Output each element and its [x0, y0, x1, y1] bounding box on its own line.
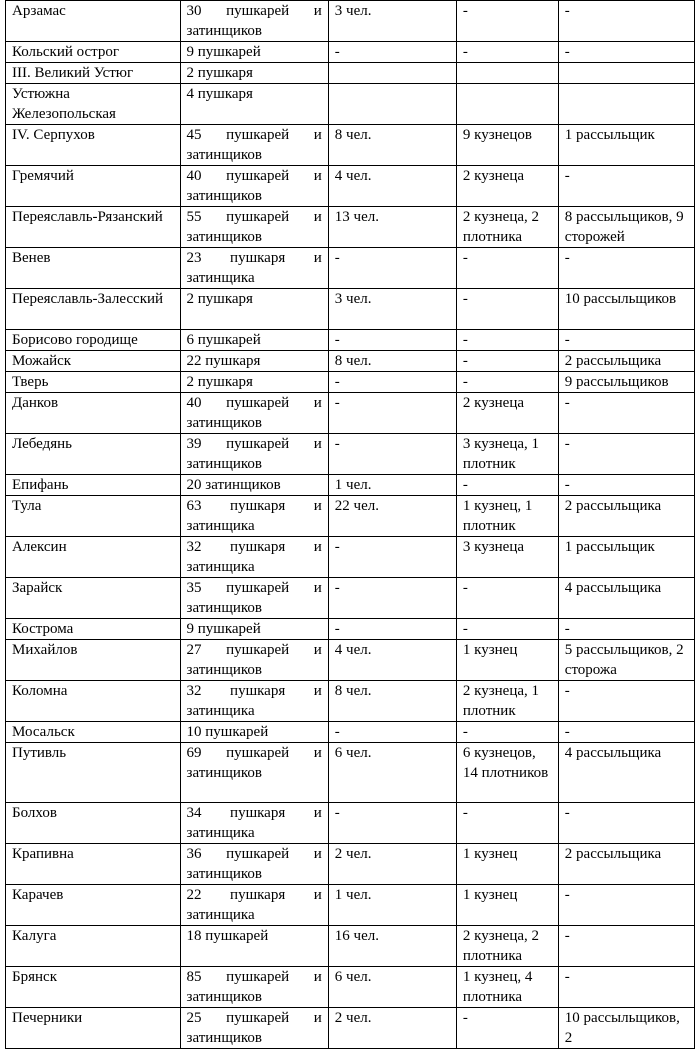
col4-cell: - — [456, 248, 558, 289]
gunners-cell: 4 пушкаря — [180, 84, 328, 125]
col5-cell: - — [558, 926, 694, 967]
table-row — [6, 330, 695, 351]
col4-cell — [456, 84, 558, 125]
city-cell: Калуга — [6, 926, 181, 967]
col4-cell: 3 кузнеца — [456, 537, 558, 578]
col4-cell: 2 кузнеца, 1 плотник — [456, 681, 558, 722]
city-cell: Зарайск — [6, 578, 181, 619]
col5-cell: 10 рассыльщиков, 2 — [558, 1008, 694, 1049]
col4-cell: 2 кузнеца — [456, 393, 558, 434]
col5-cell — [558, 63, 694, 84]
gunners-cell: 20 затинщиков — [180, 475, 328, 496]
col5-cell: - — [558, 619, 694, 640]
table-row — [6, 496, 695, 537]
col3-cell: - — [328, 803, 456, 844]
gunners-cell: 63 пушкаря и затинщика — [180, 496, 328, 537]
city-cell: Кострома — [6, 619, 181, 640]
gunners-cell: 69 пушкарей и затинщиков — [180, 743, 328, 803]
table-row — [6, 166, 695, 207]
col3-cell: - — [328, 393, 456, 434]
gunners-cell: 36 пушкарей и затинщиков — [180, 844, 328, 885]
col4-cell: - — [456, 351, 558, 372]
col3-cell: - — [328, 619, 456, 640]
col3-cell: 2 чел. — [328, 1008, 456, 1049]
city-cell: Устюжна Железопольская — [6, 84, 181, 125]
gunners-cell: 32 пушкаря и затинщика — [180, 681, 328, 722]
city-cell: Крапивна — [6, 844, 181, 885]
col4-cell: 1 кузнец — [456, 885, 558, 926]
col3-cell: - — [328, 42, 456, 63]
city-cell: Путивль — [6, 743, 181, 803]
col4-cell: - — [456, 372, 558, 393]
artillery-staff-table — [5, 0, 695, 1049]
table-row — [6, 926, 695, 967]
gunners-cell: 2 пушкаря — [180, 63, 328, 84]
col4-cell: - — [456, 289, 558, 330]
table-row — [6, 743, 695, 803]
col3-cell — [328, 84, 456, 125]
col4-cell: - — [456, 330, 558, 351]
gunners-cell: 30 пушкарей и затинщиков — [180, 1, 328, 42]
col4-cell: 2 кузнеца — [456, 166, 558, 207]
city-cell: Брянск — [6, 967, 181, 1008]
col3-cell — [328, 63, 456, 84]
col5-cell: - — [558, 681, 694, 722]
col4-cell: - — [456, 722, 558, 743]
col4-cell: 1 кузнец — [456, 640, 558, 681]
city-cell: Тула — [6, 496, 181, 537]
col5-cell: - — [558, 393, 694, 434]
table-row — [6, 1008, 695, 1049]
gunners-cell: 22 пушкаря — [180, 351, 328, 372]
city-cell: Гремячий — [6, 166, 181, 207]
col3-cell: - — [328, 330, 456, 351]
gunners-cell: 40 пушкарей и затинщиков — [180, 393, 328, 434]
table-row — [6, 125, 695, 166]
col3-cell: - — [328, 248, 456, 289]
city-cell: Коломна — [6, 681, 181, 722]
city-cell: Венев — [6, 248, 181, 289]
col4-cell: 2 кузнеца, 2 плотника — [456, 926, 558, 967]
table-row — [6, 578, 695, 619]
col3-cell: - — [328, 578, 456, 619]
col4-cell: 6 кузнецов, 14 плотников — [456, 743, 558, 803]
col4-cell: 1 кузнец — [456, 844, 558, 885]
gunners-cell: 10 пушкарей — [180, 722, 328, 743]
col3-cell: 3 чел. — [328, 1, 456, 42]
city-cell: Епифань — [6, 475, 181, 496]
col5-cell: 2 рассыльщика — [558, 496, 694, 537]
col5-cell: - — [558, 475, 694, 496]
gunners-cell: 25 пушкарей и затинщиков — [180, 1008, 328, 1049]
col5-cell: - — [558, 722, 694, 743]
gunners-cell: 18 пушкарей — [180, 926, 328, 967]
col5-cell: - — [558, 1, 694, 42]
col5-cell: 8 рассыльщиков, 9 сторожей — [558, 207, 694, 248]
col3-cell: - — [328, 372, 456, 393]
col3-cell: 6 чел. — [328, 743, 456, 803]
col4-cell: - — [456, 619, 558, 640]
col4-cell: 9 кузнецов — [456, 125, 558, 166]
col4-cell: 1 кузнец, 1 плотник — [456, 496, 558, 537]
col3-cell: - — [328, 722, 456, 743]
city-cell: Данков — [6, 393, 181, 434]
gunners-cell: 32 пушкаря и затинщика — [180, 537, 328, 578]
col3-cell: 2 чел. — [328, 844, 456, 885]
col5-cell: 4 рассыльщика — [558, 743, 694, 803]
col5-cell: - — [558, 166, 694, 207]
table-row — [6, 248, 695, 289]
city-cell: Переяславль-Залесский — [6, 289, 181, 330]
table-row — [6, 844, 695, 885]
table-body — [6, 1, 695, 1049]
city-cell: IV. Серпухов — [6, 125, 181, 166]
col3-cell: - — [328, 537, 456, 578]
col5-cell: 2 рассыльщика — [558, 351, 694, 372]
city-cell: Переяславль-Рязанский — [6, 207, 181, 248]
col3-cell: 16 чел. — [328, 926, 456, 967]
city-cell: Мосальск — [6, 722, 181, 743]
col5-cell: - — [558, 42, 694, 63]
gunners-cell: 2 пушкаря — [180, 372, 328, 393]
gunners-cell: 2 пушкаря — [180, 289, 328, 330]
table-row — [6, 351, 695, 372]
table-row — [6, 475, 695, 496]
city-cell: Арзамас — [6, 1, 181, 42]
gunners-cell: 39 пушкарей и затинщиков — [180, 434, 328, 475]
gunners-cell: 9 пушкарей — [180, 42, 328, 63]
city-cell: Михайлов — [6, 640, 181, 681]
col4-cell: - — [456, 42, 558, 63]
col3-cell: 6 чел. — [328, 967, 456, 1008]
col5-cell: 1 рассыльщик — [558, 537, 694, 578]
col4-cell — [456, 63, 558, 84]
city-cell: Карачев — [6, 885, 181, 926]
col5-cell: 10 рассыльщиков — [558, 289, 694, 330]
city-cell: Лебедянь — [6, 434, 181, 475]
col3-cell: - — [328, 434, 456, 475]
gunners-cell: 22 пушкаря и затинщика — [180, 885, 328, 926]
table-row — [6, 803, 695, 844]
col5-cell: 4 рассыльщика — [558, 578, 694, 619]
col5-cell: - — [558, 248, 694, 289]
gunners-cell: 9 пушкарей — [180, 619, 328, 640]
city-cell: Борисово городище — [6, 330, 181, 351]
col5-cell: 2 рассыльщика — [558, 844, 694, 885]
table-row — [6, 885, 695, 926]
table-row — [6, 434, 695, 475]
gunners-cell: 45 пушкарей и затинщиков — [180, 125, 328, 166]
city-cell: Алексин — [6, 537, 181, 578]
col5-cell: - — [558, 434, 694, 475]
table-row — [6, 393, 695, 434]
col4-cell: - — [456, 1, 558, 42]
gunners-cell: 34 пушкаря и затинщика — [180, 803, 328, 844]
col3-cell: 8 чел. — [328, 681, 456, 722]
col4-cell: - — [456, 1008, 558, 1049]
col3-cell: 4 чел. — [328, 166, 456, 207]
gunners-cell: 85 пушкарей и затинщиков — [180, 967, 328, 1008]
table-row — [6, 640, 695, 681]
table-row — [6, 1, 695, 42]
col5-cell: - — [558, 967, 694, 1008]
col3-cell: 22 чел. — [328, 496, 456, 537]
table-row — [6, 619, 695, 640]
col3-cell: 1 чел. — [328, 885, 456, 926]
col4-cell: - — [456, 475, 558, 496]
col3-cell: 1 чел. — [328, 475, 456, 496]
col5-cell: 1 рассыльщик — [558, 125, 694, 166]
col5-cell: 5 рассыльщиков, 2 сторожа — [558, 640, 694, 681]
city-cell: III. Великий Устюг — [6, 63, 181, 84]
col5-cell: - — [558, 803, 694, 844]
col3-cell: 8 чел. — [328, 125, 456, 166]
table-row — [6, 681, 695, 722]
table-row — [6, 537, 695, 578]
gunners-cell: 6 пушкарей — [180, 330, 328, 351]
col4-cell: - — [456, 578, 558, 619]
col3-cell: 3 чел. — [328, 289, 456, 330]
gunners-cell: 40 пушкарей и затинщиков — [180, 166, 328, 207]
col4-cell: 2 кузнеца, 2 плотника — [456, 207, 558, 248]
city-cell: Кольский острог — [6, 42, 181, 63]
gunners-cell: 23 пушкаря и затинщика — [180, 248, 328, 289]
table-row — [6, 289, 695, 330]
table-row — [6, 63, 695, 84]
table-row — [6, 372, 695, 393]
city-cell: Можайск — [6, 351, 181, 372]
col3-cell: 8 чел. — [328, 351, 456, 372]
city-cell: Болхов — [6, 803, 181, 844]
gunners-cell: 35 пушкарей и затинщиков — [180, 578, 328, 619]
gunners-cell: 55 пушкарей и затинщиков — [180, 207, 328, 248]
table-row — [6, 967, 695, 1008]
col3-cell: 13 чел. — [328, 207, 456, 248]
table-row — [6, 722, 695, 743]
table-row — [6, 84, 695, 125]
table-row — [6, 207, 695, 248]
table-row — [6, 42, 695, 63]
city-cell: Тверь — [6, 372, 181, 393]
col5-cell — [558, 84, 694, 125]
col5-cell: - — [558, 330, 694, 351]
col4-cell: - — [456, 803, 558, 844]
col5-cell: - — [558, 885, 694, 926]
col4-cell: 3 кузнеца, 1 плотник — [456, 434, 558, 475]
col5-cell: 9 рассыльщиков — [558, 372, 694, 393]
city-cell: Печерники — [6, 1008, 181, 1049]
col4-cell: 1 кузнец, 4 плотника — [456, 967, 558, 1008]
gunners-cell: 27 пушкарей и затинщиков — [180, 640, 328, 681]
col3-cell: 4 чел. — [328, 640, 456, 681]
